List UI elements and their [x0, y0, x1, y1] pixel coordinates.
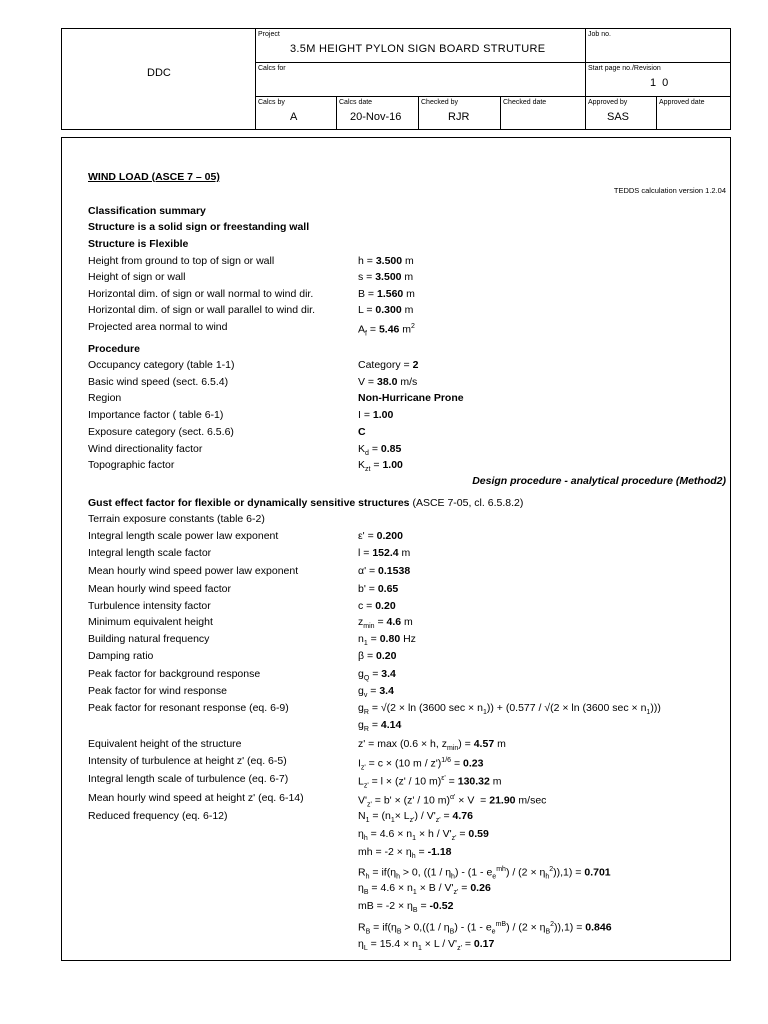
design-procedure-note: Design procedure - analytical procedure (Method2): [472, 475, 726, 487]
calc-value: mh = $-2 \times \eta_h = -1.18$: [358, 846, 452, 861]
calc-value: $N_1 = (n_1\times L_{z'}) / V'_{z'} = 4.76$: [358, 810, 473, 825]
divider: [656, 96, 657, 130]
calc-value: Non-Hurricane Prone: [358, 392, 464, 404]
calc-label: Turbulence intensity factor: [88, 600, 211, 612]
checked-by-label: Checked by: [421, 99, 458, 106]
calc-value: α' = 0.1538: [358, 565, 411, 577]
calc-value: z' = max (0.6 × h, $z_{min}) = 4.57$ m: [358, 738, 506, 753]
calc-value: $R_B = if(\eta_B > 0,((1 / \eta_B) - (1 - e_e^{mB}) / (2 \times \eta_B^2)),1) = 0.846$: [358, 921, 612, 936]
calcs-for-label: Calcs for: [258, 65, 286, 72]
calc-value: β = 0.20: [358, 650, 397, 662]
calc-label: Mean hourly wind speed at height z' (eq. 6-14): [88, 792, 304, 804]
calc-value: B = 1.560 m: [358, 288, 415, 300]
calc-value: $\eta_h = 4.6 \times n_1 \times h / V'_{z'} = 0.59$: [358, 828, 489, 843]
calc-value: $n_1 = 0.80$ Hz: [358, 633, 416, 648]
calc-label: Region: [88, 392, 122, 404]
calc-label: Integral length scale factor: [88, 547, 212, 559]
calc-value: V = 38.0 m/s: [358, 376, 418, 388]
checked-by-value: RJR: [448, 111, 470, 123]
classification-line: Structure is Flexible: [88, 238, 189, 250]
calc-label: Horizontal dim. of sign or wall normal to wind dir.: [88, 288, 314, 300]
calc-value: C: [358, 426, 366, 438]
calc-value: s = 3.500 m: [358, 271, 414, 283]
approved-date-label: Approved date: [659, 99, 705, 106]
calc-value: Category = 2: [358, 359, 419, 371]
gust-heading: Gust effect factor for flexible or dynamically sensitive structures (ASCE 7-05, cl. 6.5.8.2): [88, 497, 524, 509]
calc-value: $L_{z'} = l \times (z' / 10$ m)$^{\varepsilon'}$ = 130.32 m: [358, 775, 502, 790]
calc-value: $z_{min} = 4.6$ m: [358, 616, 413, 631]
divider: [585, 28, 586, 130]
calc-label: Peak factor for wind response: [88, 685, 227, 697]
calc-value: $R_h = if(\eta_h > 0$, $((1 / \eta_h) - (1 - e_e^{mh}) / (2 \times \eta_h^2)),1) = 0.701$: [358, 866, 611, 881]
calc-label: Terrain exposure constants (table 6-2): [88, 513, 265, 525]
calc-label: Topographic factor: [88, 459, 175, 471]
calc-label: Building natural frequency: [88, 633, 210, 645]
classification-line: Structure is a solid sign or freestanding wall: [88, 221, 310, 233]
calc-label: Reduced frequency (eq. 6-12): [88, 810, 228, 822]
calc-label: Height from ground to top of sign or wall: [88, 255, 275, 267]
divider: [336, 96, 337, 130]
procedure-heading: Procedure: [88, 343, 140, 355]
approved-by-label: Approved by: [588, 99, 628, 106]
version-note: TEDDS calculation version 1.2.04: [613, 186, 726, 195]
divider: [255, 96, 731, 97]
calc-label: Integral length scale of turbulence (eq. 6-7): [88, 773, 289, 785]
calc-label: Integral length scale power law exponent: [88, 530, 279, 542]
calc-value: L = 0.300 m: [358, 304, 414, 316]
calc-value: $V'_{z'} = b' \times (z' / 10$ m)$^{\alpha'}$ × V = 21.90 m/sec: [358, 794, 547, 809]
calcs-date-value: 20-Nov-16: [350, 111, 402, 123]
start-page-label: Start page no./Revision: [588, 65, 661, 72]
start-page-value: 1 0: [650, 77, 669, 89]
calc-label: Peak factor for background response: [88, 668, 261, 680]
calc-value: $\eta_B = 4.6 \times n_1 \times B / V'_{z'} = 0.26$: [358, 882, 491, 897]
calc-label: Height of sign or wall: [88, 271, 186, 283]
calc-value: b' = 0.65: [358, 583, 399, 595]
calc-value: ε' = 0.200: [358, 530, 403, 542]
divider: [255, 28, 256, 130]
project-label: Project: [258, 31, 280, 38]
calc-label: Intensity of turbulence at height z' (eq. 6-5): [88, 755, 287, 767]
calc-label: Importance factor ( table 6-1): [88, 409, 224, 421]
divider: [500, 96, 501, 130]
calc-label: Projected area normal to wind: [88, 321, 228, 333]
calc-value: $I_{z'} = c \times (10$ m / z')$^{1/6}$ = 0.23: [358, 757, 484, 772]
classification-heading: Classification summary: [88, 205, 206, 217]
calc-value: mB = $-2 \times \eta_B = -0.52$: [358, 900, 454, 915]
divider: [255, 62, 731, 63]
calc-label: Exposure category (sect. 6.5.6): [88, 426, 234, 438]
approved-by-value: SAS: [607, 111, 630, 123]
divider: [418, 96, 419, 130]
job-no-label: Job no.: [588, 31, 611, 38]
calc-value: h = 3.500 m: [358, 255, 414, 267]
calc-value: I = 1.00: [358, 409, 394, 421]
calc-value: $A_f = 5.46$ $m^2$: [358, 323, 415, 338]
calc-value: $\eta_L = 15.4 \times n_1 \times L / V'_{z'} = 0.17$: [358, 938, 495, 953]
calc-label: Occupancy category (table 1-1): [88, 359, 235, 371]
calc-label: Damping ratio: [88, 650, 154, 662]
calc-label: Peak factor for resonant response (eq. 6-9): [88, 702, 289, 714]
calc-value: c = 0.20: [358, 600, 396, 612]
calc-label: Basic wind speed (sect. 6.5.4): [88, 376, 229, 388]
calcs-by-label: Calcs by: [258, 99, 285, 106]
calc-label: Mean hourly wind speed power law exponent: [88, 565, 299, 577]
calc-label: Equivalent height of the structure: [88, 738, 242, 750]
calc-formula: $g_R = √(2 \times \ln (3600$ $\sec \times n_1)) + (0.577 / √(2 \times \ln (3600$ $\sec \times n_1$))): [358, 702, 661, 717]
calc-value: $g_v = 3.4$: [358, 685, 394, 700]
calc-value: $g_R = 4.14$: [358, 719, 402, 734]
calc-value: $K_{zt} = 1.00$: [358, 459, 403, 474]
project-title: 3.5M HEIGHT PYLON SIGN BOARD STRUTURE: [290, 43, 546, 55]
section-title: WIND LOAD (ASCE 7 – 05): [88, 171, 220, 183]
company-name: DDC: [147, 67, 171, 79]
calcs-date-label: Calcs date: [339, 99, 373, 106]
calcs-by-value: A: [290, 111, 298, 123]
calc-value: l = 152.4 m: [358, 547, 411, 559]
calc-value: $g_Q = 3.4$: [358, 668, 396, 683]
calc-value: $K_d = 0.85$: [358, 443, 402, 458]
calc-label: Mean hourly wind speed factor: [88, 583, 231, 595]
checked-date-label: Checked date: [503, 99, 547, 106]
calc-label: Horizontal dim. of sign or wall parallel to wind dir.: [88, 304, 316, 316]
calc-label: Minimum equivalent height: [88, 616, 213, 628]
calc-label: Wind directionality factor: [88, 443, 203, 455]
